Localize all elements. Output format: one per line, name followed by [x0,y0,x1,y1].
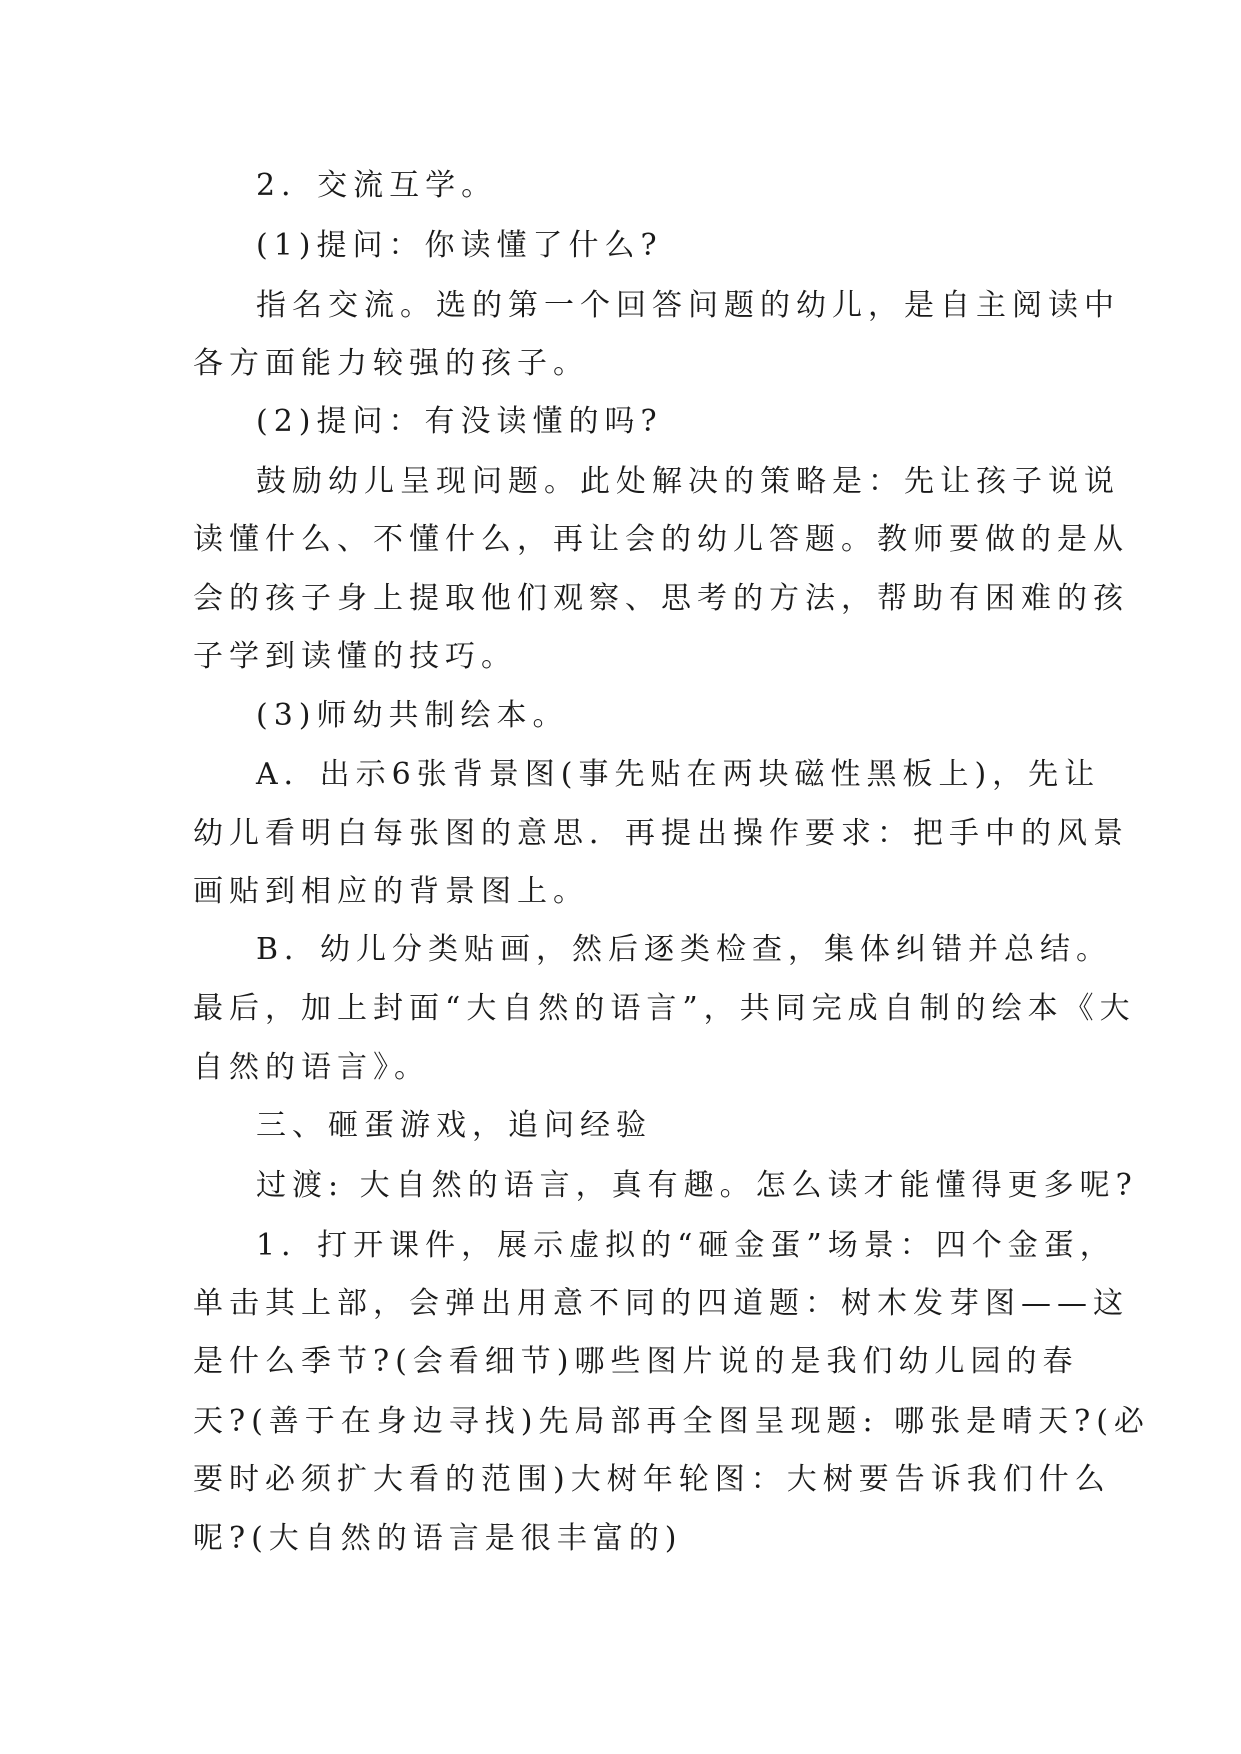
paragraph-line: 会的孩子身上提取他们观察、思考的方法，帮助有困难的孩 [193,581,1129,616]
paragraph-line: A．出示6张背景图(事先贴在两块磁性黑板上)，先让 [256,757,1101,792]
heading-exchange: 2．交流互学。 [256,168,498,203]
question-3: (3)师幼共制绘本。 [256,698,569,733]
paragraph-line: 单击其上部，会弹出用意不同的四道题：树木发芽图——这 [193,1286,1129,1321]
paragraph-line: 鼓励幼儿呈现问题。此处解决的策略是：先让孩子说说 [256,464,1120,499]
paragraph-line: 最后，加上封面“大自然的语言”，共同完成自制的绘本《大 [193,991,1136,1026]
paragraph-line: B．幼儿分类贴画，然后逐类检查，集体纠错并总结。 [256,932,1113,967]
paragraph-line: 是什么季节?(会看细节)哪些图片说的是我们幼儿园的春 [193,1344,1079,1379]
paragraph-line: 过渡: 大自然的语言，真有趣。怎么读才能懂得更多呢? [256,1168,1138,1203]
paragraph-line: 1．打开课件，展示虚拟的“砸金蛋”场景：四个金蛋， [256,1228,1116,1263]
paragraph-line: 画贴到相应的背景图上。 [193,874,589,909]
paragraph-line: 读懂什么、不懂什么，再让会的幼儿答题。教师要做的是从 [193,522,1129,557]
paragraph-line: 天?(善于在身边寻找)先局部再全图呈现题: 哪张是晴天?(必 [193,1404,1150,1439]
question-1: (1)提问：你读懂了什么? [256,228,663,263]
paragraph-line: 要时必须扩大看的范围)大树年轮图：大树要告诉我们什么 [193,1462,1111,1497]
paragraph-line: 幼儿看明白每张图的意思．再提出操作要求：把手中的风景 [193,816,1129,851]
paragraph-line: 自然的语言》。 [193,1050,430,1085]
paragraph-line: 各方面能力较强的孩子。 [193,346,589,381]
paragraph-line: 指名交流。选的第一个回答问题的幼儿，是自主阅读中 [256,288,1120,323]
paragraph-line: 子学到读懂的技巧。 [193,639,517,674]
paragraph-line: 呢?(大自然的语言是很丰富的) [193,1521,683,1556]
section-heading: 三、砸蛋游戏，追问经验 [256,1108,652,1143]
question-2: (2)提问：有没读懂的吗? [256,404,663,439]
